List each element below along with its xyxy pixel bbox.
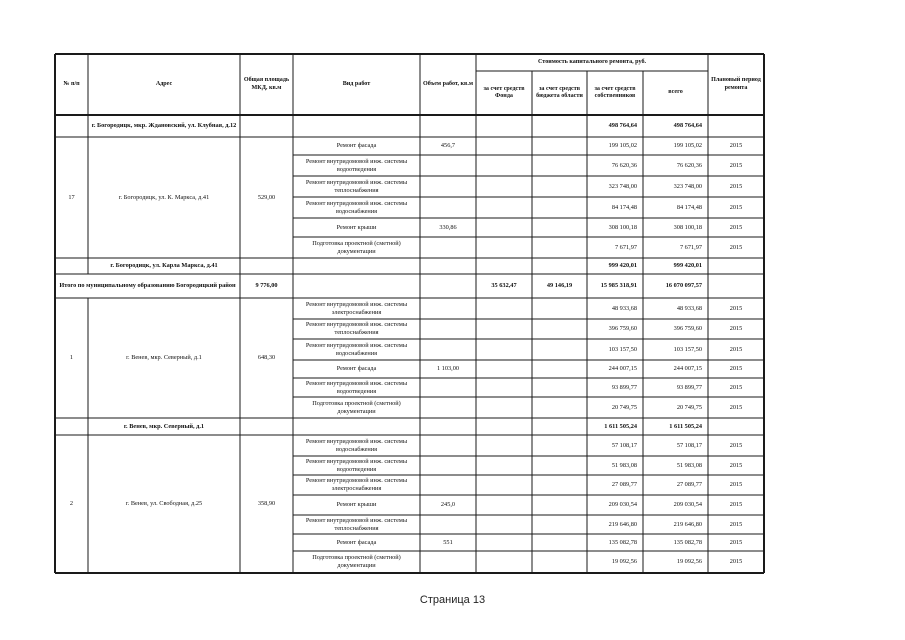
work-volume-cell — [420, 456, 476, 475]
period-cell: 2015 — [729, 142, 743, 149]
work-volume-cell — [420, 435, 476, 456]
work-volume-cell — [420, 378, 476, 397]
grand-total-area: 9 776,00 — [255, 282, 278, 289]
work-type-cell: Ремонт внутридомовой инж. системы электроснабжения — [305, 300, 408, 316]
subtotal-address: г. Богородицк, мкр. Ждановский, ул. Клубная, д.12 — [91, 122, 237, 129]
header-period: Плановый период ремонта — [711, 77, 761, 91]
owners-cost-cell: 7 671,97 — [614, 243, 637, 251]
owners-cost-cell: 19 092,56 — [611, 558, 637, 565]
total-cost-cell: 76 620,36 — [676, 161, 702, 169]
total-cost-cell: 308 100,18 — [673, 223, 702, 231]
work-type-cell: Ремонт внутридомовой инж. системы водоотведения — [305, 157, 408, 173]
header-work: Вид работ — [342, 80, 371, 87]
work-volume-cell — [420, 197, 476, 218]
work-volume-cell — [420, 515, 476, 534]
work-volume-cell: 551 — [443, 538, 453, 546]
owners-cost-cell: 57 108,17 — [611, 441, 637, 449]
total-cost-cell: 219 646,80 — [673, 520, 702, 528]
work-type-cell: Подготовка проектной (сметной) документации — [312, 239, 401, 255]
owners-cost-cell: 84 174,48 — [611, 203, 637, 211]
owners-cost-cell: 396 759,60 — [608, 325, 637, 332]
period-cell: 2015 — [729, 161, 743, 169]
owners-cost-cell: 244 007,15 — [608, 365, 637, 372]
header-fund: за счет средств Фонда — [483, 85, 525, 99]
group-address-cell: г. Богородицк, ул. К. Маркса, д.41 — [118, 193, 210, 201]
subtotal-address: г. Венев, мкр. Северный, д.1 — [123, 422, 205, 430]
total-cost-cell: 7 671,97 — [679, 243, 702, 251]
total-cost-cell: 19 092,56 — [676, 558, 702, 565]
work-volume-cell — [420, 176, 476, 197]
grand-total-owners: 15 985 318,91 — [600, 282, 637, 289]
header-area: Общая площадь МКД, кв.м — [243, 77, 290, 91]
total-cost-cell: 84 174,48 — [676, 203, 702, 211]
page-number: Страница 13 — [419, 594, 486, 606]
header-total: всего — [668, 89, 683, 96]
group-address-cell: г. Венев, ул. Свободная, д.25 — [125, 500, 203, 507]
period-cell: 2015 — [729, 325, 743, 332]
subtotal-owners: 498 764,64 — [608, 122, 637, 129]
owners-cost-cell: 51 983,08 — [611, 461, 637, 469]
work-volume-cell — [420, 319, 476, 339]
total-cost-cell: 93 899,77 — [676, 383, 702, 391]
total-cost-cell: 396 759,60 — [673, 325, 702, 332]
total-cost-cell: 103 157,50 — [673, 345, 702, 353]
period-cell: 2015 — [729, 481, 743, 488]
work-volume-cell — [420, 475, 476, 495]
work-type-cell: Подготовка проектной (сметной) документации — [312, 554, 401, 569]
period-cell: 2015 — [729, 365, 743, 372]
total-cost-cell: 20 749,75 — [676, 403, 702, 411]
header-address: Адрес — [155, 80, 173, 87]
period-cell: 2015 — [729, 304, 743, 312]
group-number-cell: 17 — [68, 193, 75, 201]
group-area-cell: 529,00 — [257, 193, 276, 201]
period-cell: 2015 — [729, 182, 743, 190]
subtotal-total: 498 764,64 — [673, 122, 702, 129]
total-cost-cell: 51 983,08 — [676, 461, 702, 469]
total-cost-cell: 48 933,68 — [676, 304, 702, 312]
work-volume-cell — [420, 298, 476, 319]
work-volume-cell — [420, 551, 476, 573]
period-cell: 2015 — [729, 461, 743, 469]
header-region: за счет средств бюджета области — [536, 85, 583, 99]
group-area-cell: 648,30 — [257, 354, 276, 361]
subtotal-total: 999 420,01 — [673, 262, 702, 269]
total-cost-cell: 199 105,02 — [673, 142, 702, 149]
period-cell: 2015 — [729, 203, 743, 211]
work-type-cell: Ремонт внутридомовой инж. системы водоотведения — [305, 379, 408, 395]
work-type-cell: Ремонт внутридомовой инж. системы водоснабжения — [305, 437, 408, 453]
total-cost-cell: 57 108,17 — [676, 441, 702, 449]
group-number-cell: 2 — [69, 500, 74, 507]
work-type-cell: Ремонт внутридомовой инж. системы водоснабжения — [305, 199, 408, 215]
work-type-cell: Ремонт внутридомовой инж. системы водоотведения — [305, 457, 408, 473]
owners-cost-cell: 48 933,68 — [611, 304, 637, 312]
work-volume-cell: 245,0 — [440, 501, 456, 508]
header-volume: Объем работ, кв.м — [423, 80, 473, 87]
owners-cost-cell: 219 646,80 — [608, 520, 637, 528]
header-cost-group: Стоимость капитального ремонта, руб. — [537, 58, 647, 65]
work-type-cell: Ремонт фасада — [336, 538, 377, 546]
work-type-cell: Ремонт внутридомовой инж. системы водоснабжения — [305, 341, 408, 357]
work-type-cell: Ремонт внутридомовой инж. системы теплоснабжения — [305, 321, 408, 336]
owners-cost-cell: 76 620,36 — [611, 161, 637, 169]
owners-cost-cell: 93 899,77 — [611, 383, 637, 391]
work-type-cell: Ремонт крыши — [336, 223, 377, 231]
owners-cost-cell: 308 100,18 — [608, 223, 637, 231]
work-volume-cell — [420, 237, 476, 258]
work-volume-cell: 1 103,00 — [436, 365, 460, 372]
period-cell: 2015 — [729, 383, 743, 391]
work-type-cell: Ремонт внутридомовой инж. системы теплоснабжения — [305, 516, 408, 532]
total-cost-cell: 27 089,77 — [676, 481, 702, 488]
work-volume-cell: 330,86 — [439, 223, 457, 231]
work-type-cell: Ремонт внутридомовой инж. системы теплоснабжения — [305, 178, 408, 194]
period-cell: 2015 — [729, 501, 743, 508]
owners-cost-cell: 27 089,77 — [611, 481, 637, 488]
period-cell: 2015 — [729, 345, 743, 353]
work-type-cell: Ремонт крыши — [336, 501, 377, 508]
grand-total-region: 49 146,19 — [546, 282, 573, 289]
total-cost-cell: 135 082,78 — [673, 538, 702, 546]
work-volume-cell — [420, 155, 476, 176]
work-type-cell: Ремонт внутридомовой инж. системы электроснабжения — [305, 477, 408, 492]
subtotal-owners: 999 420,01 — [608, 262, 637, 269]
work-volume-cell — [420, 397, 476, 418]
period-cell: 2015 — [729, 558, 743, 565]
period-cell: 2015 — [729, 520, 743, 528]
total-cost-cell: 209 030,54 — [673, 501, 702, 508]
header-num: № п/п — [63, 80, 80, 87]
subtotal-address: г. Богородицк, ул. Карла Маркса, д.41 — [110, 262, 218, 269]
owners-cost-cell: 20 749,75 — [611, 403, 637, 411]
work-type-cell: Подготовка проектной (сметной) документации — [312, 399, 401, 415]
grand-total-label: Итого по муниципальному образованию Богородицкий район — [59, 282, 236, 289]
work-volume-cell: 456,7 — [440, 142, 456, 149]
period-cell: 2015 — [729, 243, 743, 251]
period-cell: 2015 — [729, 538, 743, 546]
period-cell: 2015 — [729, 441, 743, 449]
period-cell: 2015 — [729, 223, 743, 231]
owners-cost-cell: 103 157,50 — [608, 345, 637, 353]
group-area-cell: 358,90 — [257, 500, 276, 507]
owners-cost-cell: 323 748,00 — [608, 182, 637, 190]
total-cost-cell: 244 007,15 — [673, 365, 702, 372]
group-address-cell: г. Венев, мкр. Северный, д.1 — [126, 354, 202, 361]
subtotal-total: 1 611 505,24 — [669, 422, 702, 430]
header-owners: за счет средств собственников — [594, 85, 636, 99]
work-type-cell: Ремонт фасада — [336, 142, 377, 149]
subtotal-owners: 1 611 505,24 — [604, 422, 637, 430]
period-cell: 2015 — [729, 403, 743, 411]
total-cost-cell: 323 748,00 — [673, 182, 702, 190]
group-number-cell: 1 — [69, 354, 74, 361]
owners-cost-cell: 135 082,78 — [608, 538, 637, 546]
grand-total-sum: 16 070 097,57 — [665, 282, 702, 289]
grand-total-fund: 35 632,47 — [491, 282, 517, 289]
work-type-cell: Ремонт фасада — [336, 365, 377, 372]
owners-cost-cell: 199 105,02 — [608, 142, 637, 149]
owners-cost-cell: 209 030,54 — [608, 501, 637, 508]
work-volume-cell — [420, 339, 476, 360]
